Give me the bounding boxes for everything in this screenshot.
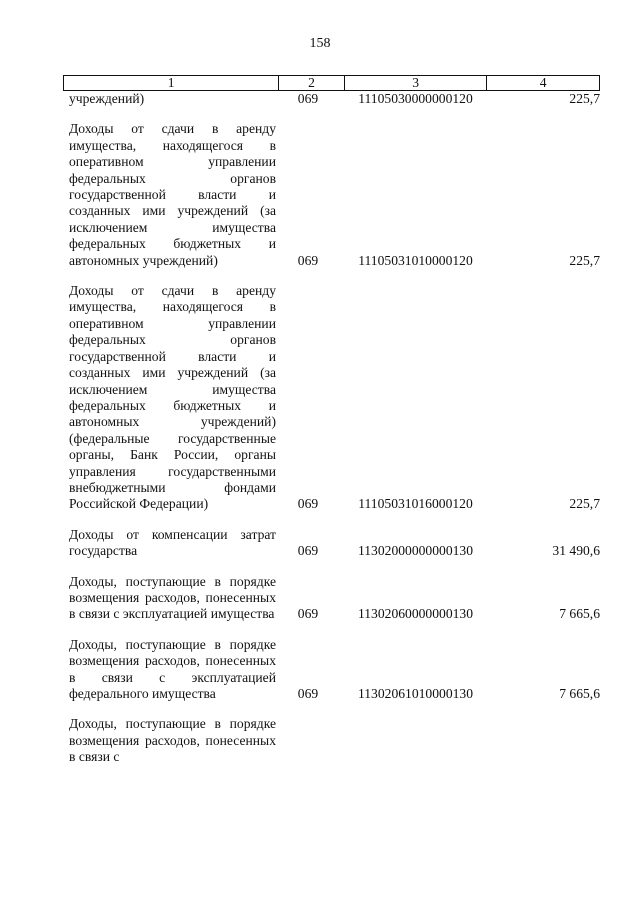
table-row [63,121,600,269]
row-admin-code: 069 [297,686,319,701]
header-col-3: 3 [344,76,486,90]
header-col-2: 2 [278,76,344,90]
row-admin-code: 069 [297,496,319,512]
table-row [63,637,600,703]
row-name: Доходы от сдачи в аренду имущества, находящегося в оперативном управлении федеральных органов государственной власти и созданных ими учреждений (за исключением имущества федеральных бюджетных и автономных учреждений) [69,121,276,268]
row-kbk-code: 11105030000000120 [358,91,473,106]
row-kbk-code: 11105031016000120 [358,496,473,512]
table-row [63,527,600,560]
row-kbk-code: 11105031010000120 [358,252,473,268]
row-sum: 31 490,6 [552,543,600,559]
row-name: Доходы, поступающие в порядке возмещения расходов, понесенных в связи с эксплуатацией имущества [69,573,276,622]
table-row [63,91,600,107]
row-sum: 225,7 [569,496,600,512]
row-name: Доходы от сдачи в аренду имущества, находящегося в оперативном управлении федеральных органов государственной власти и созданных ими учреждений (за исключением имущества федеральных бюджетных и автономных учреждений) (федеральные государственные органы, Банк России, органы управления государственными внебюджетными фондами Российской Федерации) [69,283,276,512]
row-name: Доходы, поступающие в порядке возмещения расходов, понесенных в связи с эксплуатацией федерального имущества [69,636,276,701]
table-row [63,716,600,765]
table-row [63,283,600,513]
row-name: Доходы от компенсации затрат государства [69,526,276,559]
row-kbk-code: 11302060000000130 [357,606,474,622]
row-admin-code: 069 [297,91,319,106]
row-name: Доходы, поступающие в порядке возмещения расходов, понесенных в связи с [69,716,276,765]
header-col-1: 1 [167,75,175,90]
table-row [63,574,600,623]
row-kbk-code: 11302000000000130 [357,543,474,559]
table-header [63,75,600,91]
row-sum: 225,7 [569,91,600,106]
header-col-4: 4 [486,76,599,90]
row-sum: 7 665,6 [559,606,600,622]
row-admin-code: 069 [297,252,319,268]
page-number: 158 [309,36,331,51]
row-sum: 7 665,6 [559,686,600,701]
row-name: учреждений) [69,91,145,106]
row-kbk-code: 11302061010000130 [357,686,474,701]
table-body [63,91,600,766]
row-admin-code: 069 [297,606,319,622]
row-admin-code: 069 [297,543,319,559]
row-sum: 225,7 [569,252,600,268]
